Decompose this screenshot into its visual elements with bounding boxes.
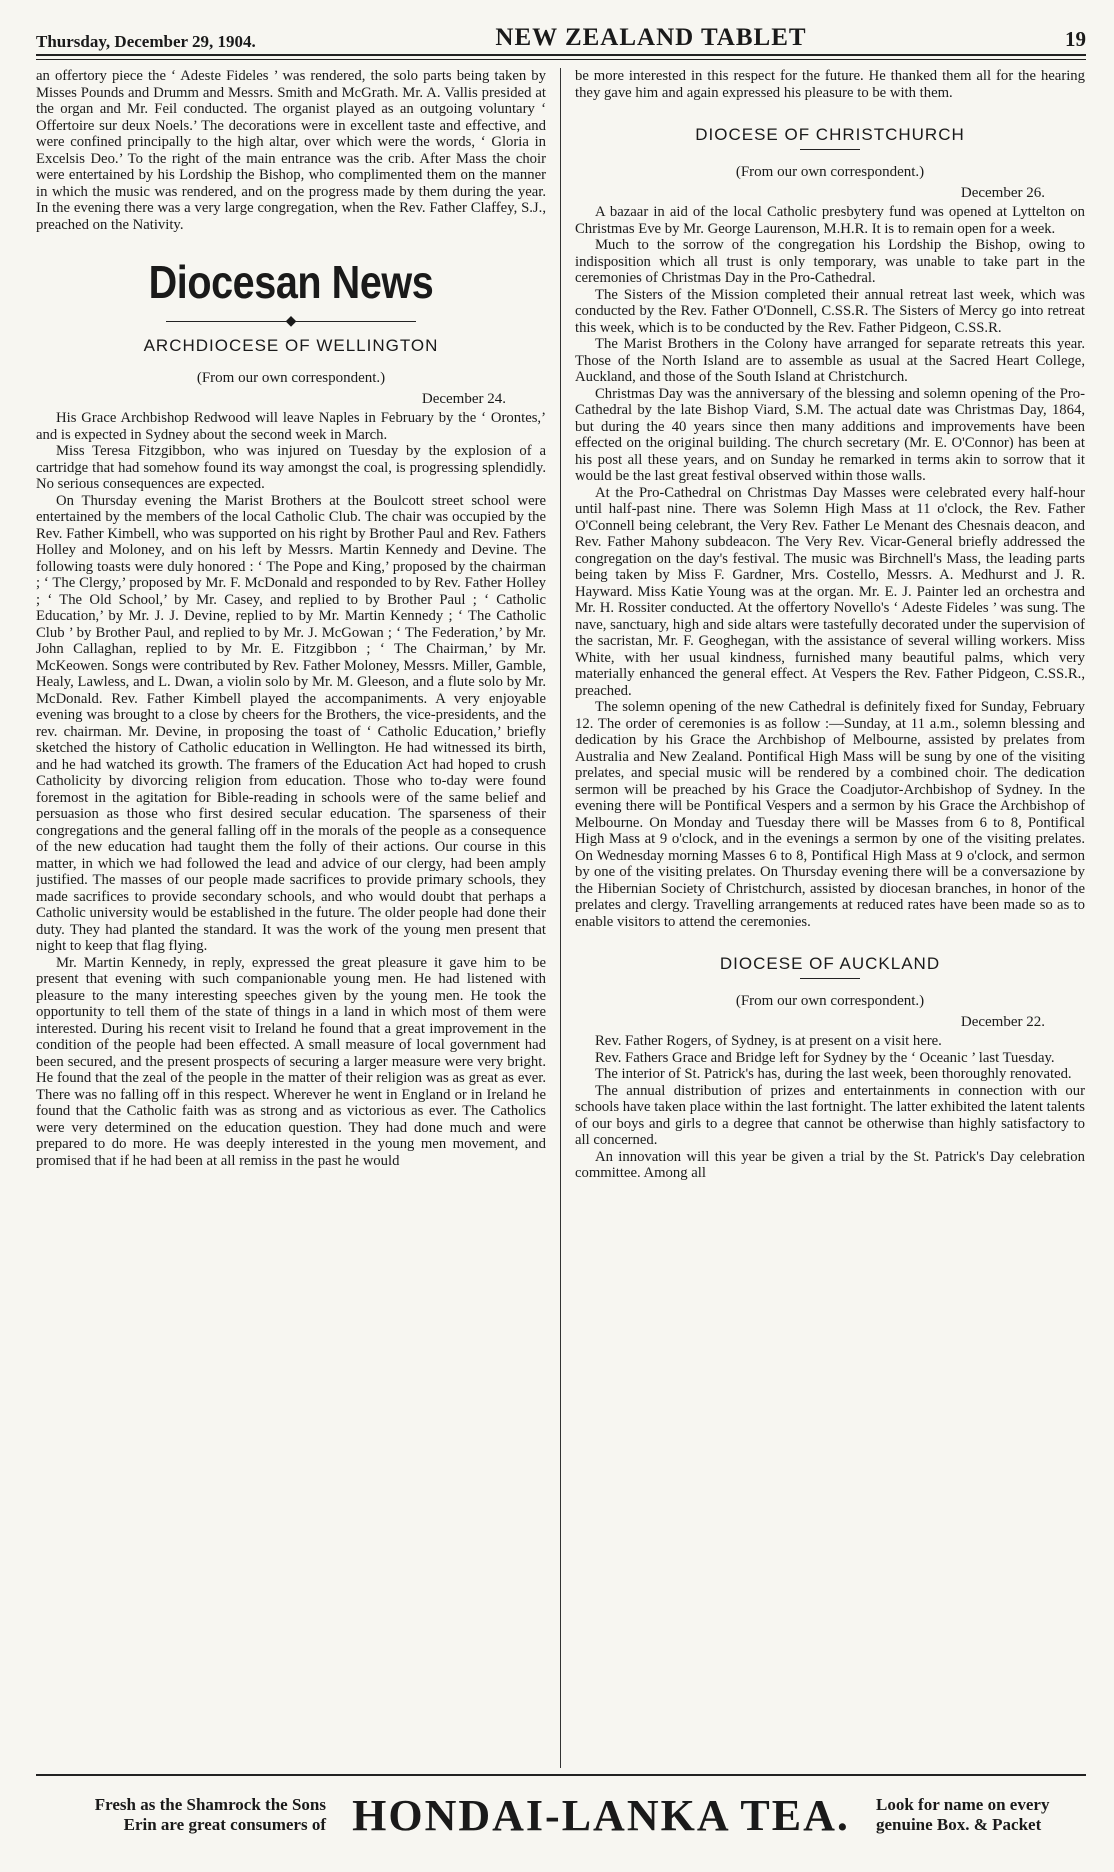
ad-right-line1: Look for name on every [876, 1795, 1050, 1814]
right-column [560, 68, 1085, 1768]
christchurch-correspondent: (From our own correspondent.) [735, 164, 925, 180]
article-paragraph: At the Pro-Cathedral on Christmas Day Masses were celebrated every half-hour until half-past nine. There was Solemn High Mass at 11 o'clock, the Rev. Father O'Connell being celebrant, the Very Rev. Father Le Menant des Chesnais deacon, and Rev. Father Mahony subdeacon. The Very Rev. Vicar-General briefly addressed the congregation on the day's festival. The music was Birchnell's Mass, the leading parts being taken by Miss F. Gardner, Mrs. Costello, Messrs. A. Medhurst and J. R. Hayward. Miss Katie Young was at the organ. Mr. E. J. Painter led an orchestra and Mr. H. Rossiter conducted. At the offertory Novello's ‘ Adeste Fideles ’ was sung. The nave, sanctuary, high and side altars were tastefully decorated under the supervision of the sacristan, Mr. F. Geoghegan, with the assistance of several willing workers. Miss White, with her usual kindness, furnished many beautiful palms, which very materially enhanced the general effect. At Vespers the Rev. Father Pidgeon, C.SS.R., preached. [575, 484, 1085, 699]
continuation-paragraph: be more interested in this respect for the future. He thanked them all for the hearing they gave him and again expressed his pleasure to be with them. [575, 68, 1085, 101]
wellington-heading: ARCHDIOCESE OF WELLINGTON [143, 336, 439, 355]
article-paragraph: Rev. Father Rogers, of Sydney, is at present on a visit here. [595, 1033, 942, 1049]
ad-right-line2: genuine Box. & Packet [876, 1815, 1042, 1834]
newspaper-page [36, 18, 1086, 1854]
article-paragraph: The Sisters of the Mission completed their annual retreat last week, which was conducted by the Rev. Father O'Donnell, C.SS.R. The Sisters of Mercy go into retreat this week, which is to be conducted by the Rev. Father Pidgeon, C.SS.R. [575, 286, 1085, 336]
page-number: 19 [1065, 27, 1086, 51]
article-paragraph: His Grace Archbishop Redwood will leave Naples in February by the ‘ Orontes,’ and is expected in Sydney about the second week in March. [36, 410, 546, 443]
article-paragraph: Mr. Martin Kennedy, in reply, expressed the great pleasure it gave him to be present that evening with such companionable young men. He had listened with pleasure to the many interesting speeches given by the young men. He took the opportunity to tell them of the state of things in a land in which most of them were interested. During his recent visit to Ireland he found that a great improvement in the condition of the people had been effected. A small measure of local government had been secured, and the present prospects of securing a larger measure were very bright. He found that the zeal of the people in the matter of their religion was as great as ever. There was no falling off in this respect. Wherever he went in England or in Ireland he found that the Catholic faith was as strong and as victorious as ever. The Catholics were very determined on the education question. They had done much and were prepared to do more. He was deeply interested in the young men movement, and promised that if he had been at all remiss in the past he would [36, 954, 546, 1169]
article-paragraph: The solemn opening of the new Cathedral is definitely fixed for Sunday, February 12. The order of ceremonies is as follow :—Sunday, at 11 a.m., solemn blessing and dedication by his Grace the Archbishop of Melbourne, assisted by prelates from Australia and New Zealand. Pontifical High Mass will be sung by one of the visiting prelates, and special music will be rendered by a combined choir. The dedication sermon will be preached by his Grace the Coadjutor-Archbishop of Sydney. In the evening there will be Pontifical Vespers and a sermon by his Grace the Archbishop of Melbourne. On Monday and Tuesday there will be Masses from 6 to 8, Pontifical High Mass at 9 o'clock, and in the evenings a sermon by one of the visiting prelates. On Wednesday morning Masses 6 to 8, Pontifical High Mass at 9 o'clock, and sermon by one of the visiting prelates. On Thursday evening there will be a conversazione by the Hibernian Society of Christchurch, assisted by diocesan branches, in honor of the prelates and clergy. Travelling arrangements at reduced rates have been made so as to enable visitors to attend the ceremonies. [575, 699, 1085, 930]
page-header [36, 18, 1086, 56]
wellington-correspondent: (From our own correspondent.) [196, 370, 386, 386]
christchurch-dateline: December 26. [960, 185, 1045, 201]
tea-advertisement [36, 1774, 1086, 1854]
christchurch-heading: DIOCESE OF CHRISTCHURCH [695, 125, 965, 144]
ornament-divider: ◆ [36, 313, 546, 330]
diocesan-news-heading: Diocesan News [148, 256, 434, 308]
article-paragraph: Much to the sorrow of the congregation his Lordship the Bishop, owing to indisposition which all trust is only temporary, was unable to take part in the ceremonies of Christmas Day in the Pro-Cathedral. [575, 237, 1085, 286]
intro-paragraph: an offertory piece the ‘ Adeste Fideles ’ was rendered, the solo parts being taken by Misses Pounds and Drumm and Messrs. Smith and McGrath. Mr. A. Vallis presided at the organ and Mr. Feil conducted. The organist played as an outgoing voluntary ‘ Offertoire sur deux Noels.’ The decorations were in excellent taste and effective, and were confined principally to the high altar, over which were the words, ‘ Gloria in Excelsis Deo.’ To the right of the main entrance was the crib. After Mass the choir were entertained by his Lordship the Bishop, who complimented them on the manner in which the music was rendered, and on the progress made by them during the year. In the evening there was a very large congregation, when the Rev. Father Claffey, S.J., preached on the Nativity. [36, 68, 546, 233]
article-paragraph: A bazaar in aid of the local Catholic presbytery fund was opened at Lyttelton on Christmas Eve by Mr. George Laurenson, M.H.R. It is to remain open for a week. [575, 204, 1085, 237]
article-paragraph: The interior of St. Patrick's has, during the last week, been thoroughly renovated. [595, 1066, 1072, 1082]
section-rule [800, 149, 860, 150]
article-paragraph: Christmas Day was the anniversary of the blessing and solemn opening of the Pro-Cathedral by the late Bishop Viard, S.M. The actual date was Christmas Day, 1864, but during the 40 years since then many additions and improvements have been effected on the original building. The church secretary (Mr. E. O'Connor) has been at his post all these years, and on Sunday he remarked in terms akin to sorrow that it would be the last great festival observed within those walls. [575, 385, 1085, 484]
header-date: Thursday, December 29, 1904. [36, 32, 256, 51]
auckland-heading: DIOCESE OF AUCKLAND [719, 954, 941, 973]
article-paragraph: Rev. Fathers Grace and Bridge left for Sydney by the ‘ Oceanic ’ last Tuesday. [595, 1049, 1055, 1066]
article-paragraph: On Thursday evening the Marist Brothers at the Boulcott street school were entertained by the members of the local Catholic Club. The chair was occupied by the Rev. Father Kimbell, who was supported on his right by Brother Paul and Rev. Fathers Holley and Moloney, and on his left by Messrs. Martin Kennedy and Devine. The following toasts were duly honored : ‘ The Pope and King,’ proposed by the chairman ; ‘ The Clergy,’ proposed by Mr. F. McDonald and responded to by Rev. Father Holley ; ‘ The Old School,’ by Mr. Casey, and replied to by Brother Paul ; ‘ Catholic Education,’ by Mr. J. J. Devine, replied to by Mr. Martin Kennedy ; ‘ The Catholic Club ’ by Brother Paul, and replied to by Mr. J. McGowan ; ‘ The Federation,’ by Mr. John Callaghan, replied to by Mr. E. Fitzgibbon ; ‘ The Chairman,’ by Mr. McKeowen. Songs were contributed by Rev. Father Moloney, Messrs. Miller, Gamble, Healy, Lawless, and L. Dwan, a violin solo by Mr. M. Gleeson, and a flute solo by Mr. McDonald. Rev. Father Kimbell played the accompaniments. A very enjoyable evening was brought to a close by cheers for the Brothers, the vice-presidents, and the rev. chairman. Mr. Devine, in proposing the toast of ‘ Catholic Education,’ briefly sketched the history of Catholic education in Wellington. He had witnessed its birth, and he had watched its growth. The framers of the Education Act had hoped to crush Catholicity by divorcing religion from education. Those who to-day were found foremost in the agitation for Bible-reading in schools were of the same belief and persuasion as those who first desired secular education. The sparseness of their congregations and the general falling off in the morals of the people as a consequence of the new education had taught them the folly of their actions. Our course in this matter, in which we had followed the lead and advice of our clergy, had been amply justified. The masses of our people made sacrifices to provide primary schools, they made sacrifices to provide secondary schools, and who would doubt that perhaps a Catholic university would be established in the future. The older people had done their duty. They had planted the standard. It was the work of the young men present that night to keep that flag flying. [36, 492, 546, 954]
ad-brand-name: HONDAI-LANKA TEA. [352, 1790, 850, 1840]
left-column [36, 68, 560, 1768]
article-paragraph: Miss Teresa Fitzgibbon, who was injured on Tuesday by the explosion of a cartridge that had somehow found its way amongst the coal, is progressing splendidly. No serious consequences are expected. [36, 443, 546, 492]
auckland-dateline: December 22. [960, 1014, 1045, 1030]
header-title: NEW ZEALAND TABLET [495, 24, 807, 51]
section-rule [800, 978, 860, 979]
ad-right-text [866, 1795, 1086, 1835]
ad-left-text [36, 1795, 336, 1835]
columns [36, 68, 1086, 1768]
header-rule [36, 59, 1086, 60]
wellington-dateline: December 24. [421, 391, 506, 407]
article-paragraph: An innovation will this year be given a trial by the St. Patrick's Day celebration committee. Among all [575, 1148, 1085, 1181]
article-paragraph: The annual distribution of prizes and entertainments in connection with our schools have taken place within the last fortnight. The latter exhibited the latent talents of our boys and girls to a degree that cannot be otherwise than highly satisfactory to all concerned. [575, 1082, 1085, 1148]
ad-left-line2: Erin are great consumers of [123, 1815, 326, 1834]
ad-left-line1: Fresh as the Shamrock the Sons [94, 1795, 326, 1814]
auckland-correspondent: (From our own correspondent.) [735, 993, 925, 1009]
article-paragraph: The Marist Brothers in the Colony have arranged for separate retreats this year. Those of the North Island are to assemble as usual at the Sacred Heart College, Auckland, and those of the South Island at Christchurch. [575, 336, 1085, 385]
